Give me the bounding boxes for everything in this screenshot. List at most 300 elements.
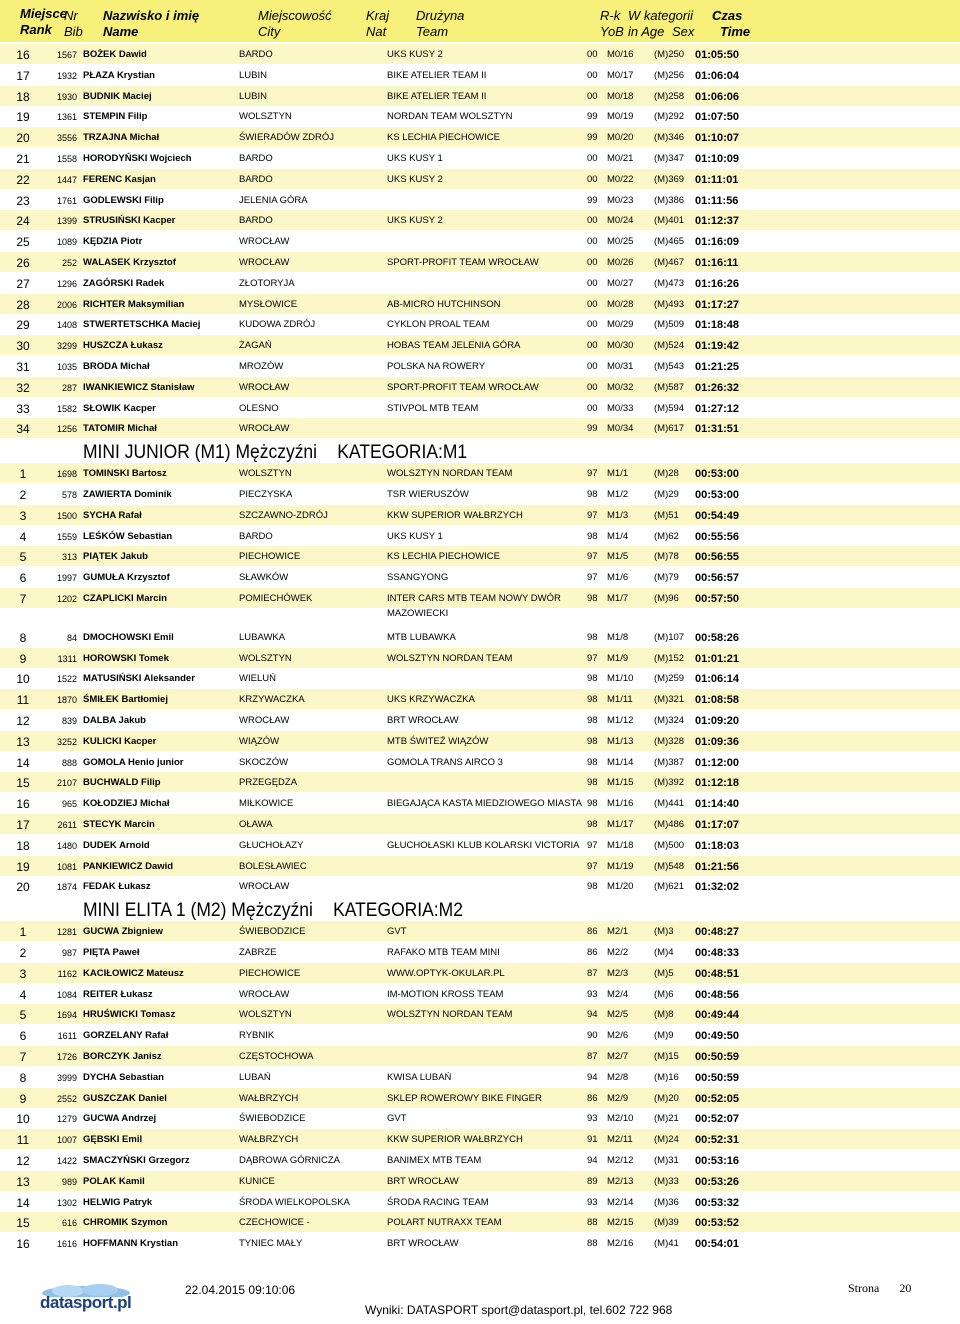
- name-cell: CZAPLICKI Marcin: [83, 593, 167, 604]
- overall-rank-cell: (M)347: [654, 153, 685, 164]
- yob-cell: 97: [587, 551, 598, 563]
- page-label: Strona: [848, 1281, 880, 1295]
- header-nat-pl: Kraj: [366, 8, 390, 23]
- category-rank-cell: M0/29: [607, 319, 634, 331]
- name-cell: ZAWIERTA Dominik: [83, 489, 172, 500]
- name-cell: SMACZYŃSKI Grzegorz: [83, 1155, 190, 1166]
- city-cell: OLESNO: [239, 402, 279, 414]
- overall-rank-cell: (M)29: [654, 489, 679, 500]
- overall-rank-cell: (M)543: [654, 361, 685, 372]
- yob-cell: 93: [587, 1113, 598, 1125]
- result-row: [0, 1212, 960, 1232]
- name-cell: BORCZYK Janisz: [83, 1051, 162, 1062]
- result-row: [0, 1046, 960, 1066]
- yob-cell: 00: [587, 319, 598, 331]
- name-cell: BOŻEK Dawid: [83, 49, 147, 60]
- rank-cell: 32: [16, 380, 30, 395]
- result-row: [0, 942, 960, 962]
- name-cell: HUSZCZA Łukasz: [83, 340, 163, 352]
- city-cell: BARDO: [239, 215, 273, 227]
- time-cell: 00:49:44: [695, 1009, 740, 1022]
- time-cell: 01:07:50: [695, 111, 740, 124]
- overall-rank-cell: (M)392: [654, 777, 685, 789]
- result-row: [0, 752, 960, 772]
- time-cell: 01:06:04: [695, 69, 740, 82]
- name-cell: STWERTETSCHKA Maciej: [83, 319, 201, 331]
- bib-cell: 1522: [56, 674, 77, 685]
- name-cell: ŚMIŁEK Bartłomiej: [83, 694, 168, 706]
- time-cell: 00:50:59: [695, 1051, 740, 1063]
- rank-cell: 19: [16, 110, 30, 125]
- section-category-text: KATEGORIA:M1: [337, 442, 468, 464]
- name-cell: SYCHA Rafał: [83, 509, 142, 521]
- yob-cell: 00: [587, 257, 598, 268]
- bib-cell: 1311: [57, 653, 77, 664]
- rank-cell: 2: [19, 488, 27, 502]
- rank-cell: 29: [16, 318, 30, 333]
- city-cell: ŚWIEBODZICE: [239, 926, 306, 938]
- bib-cell: 1281: [56, 927, 77, 938]
- result-row: [0, 148, 960, 168]
- city-cell: WOLSZTYN: [239, 111, 292, 123]
- yob-cell: 86: [587, 926, 598, 938]
- team-cell: UKS KUSY 2: [387, 215, 443, 227]
- category-rank-cell: M1/4: [607, 530, 629, 542]
- overall-rank-cell: (M)16: [654, 1071, 679, 1083]
- team-cell: IM-MOTION KROSS TEAM: [387, 988, 504, 1000]
- yob-cell: 00: [587, 153, 598, 164]
- city-cell: ŚRODA WIELKOPOLSKA: [239, 1196, 350, 1208]
- result-row: [0, 1067, 960, 1087]
- time-cell: 01:14:40: [695, 798, 740, 811]
- category-rank-cell: M0/25: [607, 236, 634, 248]
- header-name-pl: Nazwisko i imię: [103, 8, 200, 23]
- team-cell: GOMOLA TRANS AIRCO 3: [387, 756, 503, 768]
- name-cell: KACIŁOWICZ Mateusz: [83, 967, 184, 979]
- team-cell: MTB LUBAWKA: [387, 631, 456, 643]
- yob-cell: 97: [587, 572, 598, 584]
- overall-rank-cell: (M)401: [654, 215, 685, 227]
- result-row: [0, 1150, 960, 1170]
- result-row: [0, 668, 960, 688]
- overall-rank-cell: (M)31: [654, 1155, 679, 1166]
- bib-cell: 1081: [56, 861, 77, 872]
- overall-rank-cell: (M)328: [654, 735, 685, 747]
- city-cell: WAŁBRZYCH: [239, 1092, 299, 1104]
- category-rank-cell: M1/13: [607, 735, 634, 747]
- header-cat-pl: W kategorii: [628, 8, 694, 23]
- result-row: [0, 1129, 960, 1149]
- team-cell: BRT WROCŁAW: [387, 1175, 459, 1187]
- yob-cell: 00: [587, 49, 598, 60]
- city-cell: LUBIN: [239, 90, 267, 102]
- header-city-pl: Miejscowość: [258, 8, 332, 23]
- team-cell: SPORT-PROFIT TEAM WROCŁAW: [387, 257, 539, 268]
- overall-rank-cell: (M)441: [654, 798, 685, 810]
- time-cell: 01:18:03: [695, 839, 740, 852]
- header-bib-en: Bib: [64, 24, 83, 39]
- overall-rank-cell: (M)62: [654, 530, 679, 542]
- time-cell: 00:48:33: [695, 947, 740, 959]
- bib-cell: 1089: [56, 237, 77, 248]
- city-cell: WIELUŃ: [239, 673, 276, 685]
- rank-cell: 28: [16, 297, 30, 312]
- bib-cell: 3299: [56, 341, 77, 352]
- name-cell: REITER Łukasz: [83, 988, 153, 1000]
- team-cell: BRT WROCŁAW: [387, 715, 459, 726]
- name-cell: POLAK Kamil: [83, 1175, 145, 1187]
- overall-rank-cell: (M)346: [654, 132, 685, 144]
- category-rank-cell: M1/8: [607, 631, 629, 643]
- team-cell: UKS KRZYWACZKA: [387, 694, 475, 706]
- city-cell: RYBNIK: [239, 1030, 275, 1042]
- team-cell: SKLEP ROWEROWY BIKE FINGER: [387, 1092, 542, 1104]
- yob-cell: 88: [587, 1217, 598, 1229]
- overall-rank-cell: (M)51: [654, 509, 679, 521]
- category-rank-cell: M2/13: [607, 1175, 634, 1187]
- city-cell: SKOCZÓW: [239, 756, 289, 768]
- team-cell-continuation: MAZOWIECKI: [387, 608, 449, 619]
- city-cell: WROCŁAW: [239, 236, 290, 248]
- time-cell: 01:09:36: [695, 735, 740, 748]
- overall-rank-cell: (M)617: [654, 423, 685, 435]
- name-cell: WALASEK Krzysztof: [83, 257, 176, 268]
- yob-cell: 86: [587, 947, 598, 958]
- header-rank-en: Rank: [20, 22, 52, 37]
- category-rank-cell: M0/32: [607, 381, 634, 393]
- name-cell: HOROWSKI Tomek: [83, 652, 169, 664]
- bib-cell: 1296: [56, 278, 77, 289]
- city-cell: WROCŁAW: [239, 715, 290, 726]
- header-cat-en: in Age: [628, 24, 665, 39]
- time-cell: 01:19:42: [695, 340, 740, 353]
- city-cell: TYNIEC MAŁY: [239, 1238, 303, 1250]
- city-cell: PRZEGĘDZA: [239, 777, 298, 789]
- bib-cell: 1399: [56, 216, 77, 227]
- yob-cell: 98: [587, 777, 598, 789]
- result-row: [0, 814, 960, 834]
- time-cell: 00:54:01: [695, 1238, 740, 1251]
- time-cell: 00:58:26: [695, 631, 740, 644]
- result-row: [0, 793, 960, 813]
- city-cell: PIECZYSKA: [239, 489, 293, 500]
- city-cell: BARDO: [239, 530, 273, 542]
- team-cell: RAFAKO MTB TEAM MINI: [387, 947, 500, 958]
- rank-cell: 26: [16, 256, 30, 270]
- yob-cell: 00: [587, 381, 598, 393]
- result-row: [0, 1004, 960, 1024]
- bib-cell: 1616: [56, 1239, 77, 1250]
- overall-rank-cell: (M)21: [654, 1113, 679, 1125]
- yob-cell: 99: [587, 111, 598, 123]
- bib-cell: 1408: [56, 320, 77, 331]
- team-cell: BRT WROCŁAW: [387, 1238, 459, 1250]
- time-cell: 01:09:20: [695, 715, 740, 727]
- name-cell: GODLEWSKI Filip: [83, 194, 164, 206]
- yob-cell: 00: [587, 69, 598, 81]
- city-cell: BARDO: [239, 153, 273, 164]
- name-cell: DALBA Jakub: [83, 715, 146, 726]
- bib-cell: 1870: [56, 695, 77, 706]
- name-cell: KOŁODZIEJ Michał: [83, 798, 170, 810]
- result-row: [0, 314, 960, 334]
- name-cell: TATOMIR Michał: [83, 423, 157, 435]
- section-title-text: MINI ELITA 1 (M2) Mężczyźni: [83, 900, 313, 922]
- category-rank-cell: M1/10: [607, 673, 634, 685]
- time-cell: 01:21:56: [695, 860, 740, 873]
- overall-rank-cell: (M)250: [654, 49, 685, 60]
- category-rank-cell: M0/30: [607, 340, 634, 352]
- city-cell: WOLSZTYN: [239, 1009, 292, 1021]
- bib-cell: 1279: [56, 1114, 77, 1125]
- header-time-pl: Czas: [712, 8, 743, 23]
- name-cell: DYCHA Sebastian: [83, 1071, 164, 1083]
- city-cell: JELENIA GÓRA: [239, 194, 308, 206]
- time-cell: 00:53:00: [695, 489, 740, 501]
- category-rank-cell: M2/11: [607, 1134, 633, 1146]
- name-cell: HOFFMANN Krystian: [83, 1238, 179, 1250]
- bib-cell: 1726: [56, 1052, 77, 1062]
- name-cell: KULICKI Kacper: [83, 735, 157, 747]
- result-row: [0, 418, 960, 438]
- yob-cell: 98: [587, 756, 598, 768]
- overall-rank-cell: (M)465: [654, 236, 685, 248]
- result-row: [0, 252, 960, 272]
- team-cell: UKS KUSY 1: [387, 153, 443, 164]
- time-cell: 00:56:57: [695, 572, 740, 585]
- result-row: [0, 648, 960, 668]
- yob-cell: 98: [587, 819, 598, 830]
- bib-cell: 1582: [56, 403, 77, 414]
- team-cell: KWISA LUBAŃ: [387, 1071, 452, 1083]
- team-cell: KKW SUPERIOR WAŁBRZYCH: [387, 509, 523, 521]
- city-cell: KUNICE: [239, 1175, 275, 1187]
- rank-cell: 17: [16, 68, 30, 83]
- bib-cell: 2107: [56, 778, 77, 789]
- overall-rank-cell: (M)259: [654, 673, 685, 685]
- bib-cell: 84: [66, 632, 77, 643]
- time-cell: 00:55:56: [695, 530, 740, 543]
- result-row: [0, 546, 960, 566]
- yob-cell: 98: [587, 593, 598, 604]
- bib-cell: 1567: [56, 50, 77, 60]
- rank-cell: 11: [16, 1133, 30, 1148]
- bib-cell: 1694: [56, 1010, 77, 1021]
- name-cell: BUCHWALD Filip: [83, 777, 161, 789]
- yob-cell: 00: [587, 215, 598, 227]
- bib-cell: 1874: [56, 882, 77, 893]
- city-cell: WIĄZÓW: [239, 735, 280, 747]
- yob-cell: 98: [587, 673, 598, 685]
- time-cell: 00:53:00: [695, 468, 740, 481]
- city-cell: ŚWIERADÓW ZDRÓJ: [239, 132, 334, 144]
- team-cell: WOLSZTYN NORDAN TEAM: [387, 468, 513, 480]
- city-cell: WOLSZTYN: [239, 652, 292, 664]
- rank-cell: 23: [16, 193, 30, 208]
- bib-cell: 1084: [56, 989, 77, 1000]
- city-cell: PIECHOWICE: [239, 551, 301, 563]
- category-rank-cell: M0/26: [607, 257, 634, 268]
- category-rank-cell: M1/2: [607, 489, 629, 500]
- category-rank-cell: M2/2: [607, 947, 629, 958]
- footer-datetime: 22.04.2015 09:10:06: [185, 1283, 296, 1297]
- yob-cell: 97: [587, 509, 598, 521]
- city-cell: KRZYWACZKA: [239, 694, 305, 706]
- overall-rank-cell: (M)467: [654, 257, 685, 268]
- city-cell: MIŁKOWICE: [239, 798, 294, 810]
- yob-cell: 87: [587, 967, 598, 979]
- result-row: [0, 876, 960, 896]
- city-cell: WAŁBRZYCH: [239, 1134, 299, 1146]
- header-yob-en: YoB: [600, 24, 624, 39]
- section-title: [83, 441, 467, 465]
- result-row: [0, 921, 960, 941]
- time-cell: 01:16:26: [695, 277, 740, 290]
- city-cell: BOLESŁAWIEC: [239, 860, 307, 872]
- bib-cell: 1698: [56, 469, 77, 480]
- result-row: [0, 1025, 960, 1045]
- team-cell: BANIMEX MTB TEAM: [387, 1155, 482, 1166]
- bib-cell: 1930: [56, 91, 77, 102]
- time-cell: 01:05:50: [695, 49, 740, 61]
- time-cell: 01:08:58: [695, 694, 740, 707]
- name-cell: PANKIEWICZ Dawid: [83, 860, 174, 872]
- result-row: [0, 963, 960, 983]
- yob-cell: 99: [587, 194, 598, 206]
- bib-cell: 3252: [56, 736, 77, 747]
- footer-page: [848, 1281, 911, 1296]
- bib-cell: 839: [61, 716, 77, 726]
- rank-cell: 4: [19, 529, 27, 544]
- rank-cell: 24: [16, 214, 30, 229]
- yob-cell: 99: [587, 132, 598, 144]
- overall-rank-cell: (M)587: [654, 381, 685, 393]
- result-row: [0, 856, 960, 876]
- yob-cell: 98: [587, 631, 598, 643]
- rank-cell: 16: [16, 1237, 30, 1252]
- category-rank-cell: M1/9: [607, 652, 629, 664]
- time-cell: 01:10:09: [695, 153, 740, 165]
- rank-cell: 18: [16, 838, 30, 853]
- city-cell: ZABRZE: [239, 947, 277, 958]
- city-cell: ZŁOTORYJA: [239, 277, 295, 289]
- rank-cell: 11: [16, 693, 30, 708]
- name-cell: HORODYŃSKI Wojciech: [83, 153, 192, 164]
- result-row: [0, 210, 960, 230]
- category-rank-cell: M0/16: [607, 49, 634, 60]
- city-cell: SŁAWKÓW: [239, 572, 289, 584]
- name-cell: PIĄTEK Jakub: [83, 551, 148, 563]
- result-row: [0, 377, 960, 397]
- overall-rank-cell: (M)292: [654, 111, 685, 123]
- bib-cell: 1256: [56, 424, 77, 435]
- category-rank-cell: M0/21: [607, 153, 634, 164]
- overall-rank-cell: (M)5: [654, 967, 674, 979]
- city-cell: BARDO: [239, 49, 273, 60]
- result-row: [0, 231, 960, 251]
- rank-cell: 8: [19, 630, 27, 645]
- rank-cell: 20: [16, 131, 30, 146]
- time-cell: 01:11:01: [695, 173, 739, 186]
- name-cell: PŁAZA Krystian: [83, 69, 155, 81]
- city-cell: SZCZAWNO-ZDRÓJ: [239, 509, 328, 521]
- yob-cell: 00: [587, 173, 598, 185]
- name-cell: BUDNIK Maciej: [83, 90, 152, 102]
- rank-cell: 7: [19, 592, 27, 606]
- yob-cell: 99: [587, 423, 598, 435]
- category-rank-cell: M2/4: [607, 988, 629, 1000]
- team-cell: INTER CARS MTB TEAM NOWY DWÓR: [387, 593, 561, 604]
- city-cell: LUBAWKA: [239, 631, 286, 643]
- yob-cell: 00: [587, 236, 598, 248]
- category-rank-cell: M2/9: [607, 1092, 629, 1104]
- rank-cell: 16: [16, 797, 30, 812]
- category-rank-cell: M1/19: [607, 860, 634, 872]
- result-row: [0, 1108, 960, 1128]
- name-cell: GUSZCZAK Daniel: [83, 1092, 167, 1104]
- category-rank-cell: M2/15: [607, 1217, 634, 1229]
- yob-cell: 88: [587, 1238, 598, 1250]
- overall-rank-cell: (M)152: [654, 652, 685, 664]
- overall-rank-cell: (M)107: [654, 631, 685, 643]
- time-cell: 00:57:50: [695, 593, 740, 605]
- rank-cell: 30: [16, 339, 30, 354]
- city-cell: WROCŁAW: [239, 257, 290, 268]
- team-cell: TSR WIERUSZÓW: [387, 489, 469, 500]
- rank-cell: 31: [16, 360, 30, 374]
- rank-cell: 7: [19, 1050, 27, 1064]
- city-cell: ŚWIEBODZICE: [239, 1113, 306, 1125]
- team-cell: POLART NUTRAXX TEAM: [387, 1217, 502, 1229]
- column-header: [0, 0, 960, 42]
- category-rank-cell: M0/20: [607, 132, 634, 144]
- city-cell: LUBIN: [239, 69, 267, 81]
- name-cell: GUCWA Andrzej: [83, 1113, 157, 1125]
- bib-cell: 2006: [56, 299, 77, 310]
- team-cell: BIKE ATELIER TEAM II: [387, 90, 487, 102]
- overall-rank-cell: (M)500: [654, 839, 685, 851]
- yob-cell: 97: [587, 860, 598, 872]
- rank-cell: 12: [16, 714, 30, 728]
- name-cell: TOMINSKI Bartosz: [83, 468, 167, 480]
- team-cell: POLSKA NA ROWERY: [387, 361, 486, 372]
- yob-cell: 94: [587, 1009, 598, 1021]
- bib-cell: 616: [61, 1218, 77, 1229]
- category-rank-cell: M2/10: [607, 1113, 634, 1125]
- name-cell: GORZELANY Rafał: [83, 1030, 169, 1042]
- bib-cell: 888: [61, 757, 77, 768]
- result-row: [0, 273, 960, 293]
- name-cell: GUMUŁA Krzysztof: [83, 572, 170, 584]
- rank-cell: 1: [19, 467, 27, 482]
- result-row: [0, 710, 960, 730]
- category-rank-cell: M0/34: [607, 423, 634, 435]
- city-cell: OŁAWA: [239, 819, 273, 830]
- yob-cell: 94: [587, 1071, 598, 1083]
- yob-cell: 00: [587, 340, 598, 352]
- bib-cell: 1611: [57, 1031, 77, 1042]
- yob-cell: 98: [587, 489, 598, 500]
- section-title-text: MINI JUNIOR (M1) Mężczyźni: [83, 442, 318, 464]
- name-cell: PIĘTA Paweł: [83, 947, 140, 958]
- header-time-en: Time: [720, 24, 751, 39]
- time-cell: 01:18:48: [695, 319, 740, 332]
- category-rank-cell: M0/18: [607, 90, 634, 102]
- time-cell: 00:54:49: [695, 509, 740, 522]
- category-rank-cell: M2/7: [607, 1051, 629, 1062]
- section-title: [83, 899, 463, 923]
- category-rank-cell: M1/17: [607, 819, 634, 830]
